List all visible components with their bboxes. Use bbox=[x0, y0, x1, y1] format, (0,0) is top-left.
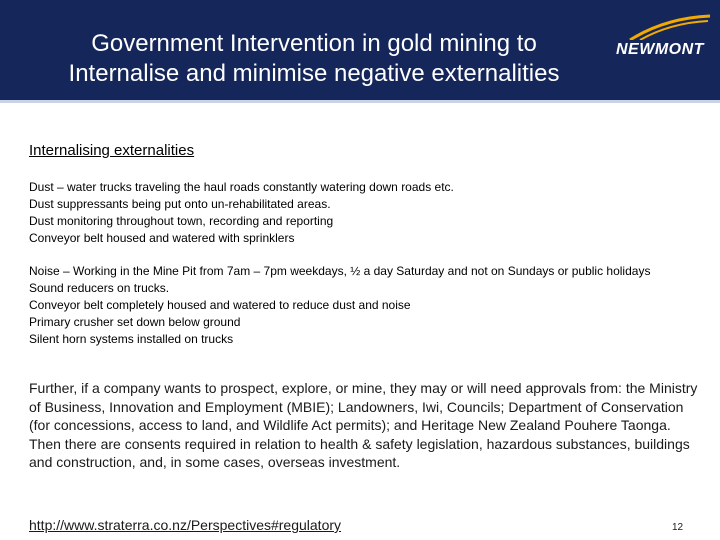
approvals-paragraph: Further, if a company wants to prospect, explore, or mine, they may or will need approvals from: the Ministry of Business, Innovation and Employment (MBIE); Landowners, Iwi, Councils; Department of Conservation (for concessions, access to land, and Wildlife Act permits); and Heritage New Zealand Pouhere Taonga. Then there are consents required in relation to health & safety legislation, hazardous substances, buildings and construction, and, in some cases, overseas investment. bbox=[29, 380, 698, 470]
list-item: Conveyor belt completely housed and watered to reduce dust and noise bbox=[29, 298, 411, 312]
list-item: Primary crusher set down below ground bbox=[29, 315, 241, 329]
header-divider bbox=[0, 100, 720, 103]
list-item: Dust – water trucks traveling the haul roads constantly watering down roads etc. bbox=[29, 180, 454, 194]
slide-title bbox=[14, 29, 614, 89]
list-item: Noise – Working in the Mine Pit from 7am – 7pm weekdays, ½ a day Saturday and not on Sundays or public holidays bbox=[29, 264, 651, 278]
dust-measures-list bbox=[29, 179, 689, 247]
section-subheading: Internalising externalities bbox=[29, 142, 195, 159]
logo-text: NEWMONT bbox=[616, 41, 704, 58]
list-item: Dust suppressants being put onto un-rehabilitated areas. bbox=[29, 197, 331, 211]
source-link[interactable]: http://www.straterra.co.nz/Perspectives#regulatory bbox=[29, 517, 342, 533]
list-item: Silent horn systems installed on trucks bbox=[29, 332, 234, 346]
title-line-1: Government Intervention in gold mining to bbox=[91, 30, 537, 57]
noise-measures-list bbox=[29, 263, 669, 348]
list-item: Sound reducers on trucks. bbox=[29, 281, 170, 295]
list-item: Dust monitoring throughout town, recording and reporting bbox=[29, 214, 334, 228]
list-item: Conveyor belt housed and watered with sprinklers bbox=[29, 231, 295, 245]
title-line-2: Internalise and minimise negative externalities bbox=[68, 60, 560, 87]
page-number: 12 bbox=[672, 522, 684, 533]
logo-arc-icon bbox=[610, 14, 714, 40]
newmont-logo bbox=[610, 14, 714, 58]
